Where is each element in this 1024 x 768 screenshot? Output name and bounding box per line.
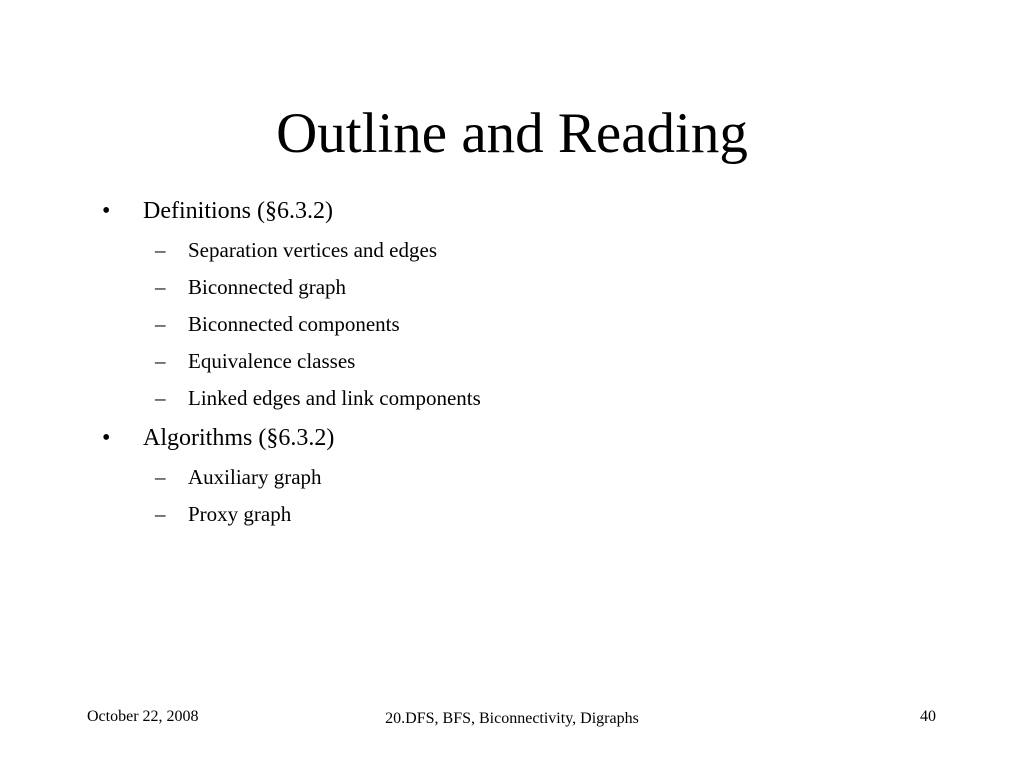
footer-title: 20.DFS, BFS, Biconnectivity, Digraphs	[385, 710, 639, 727]
dash-mark: –	[155, 238, 166, 262]
bullet-definitions	[100, 193, 960, 417]
sub-item	[143, 232, 960, 269]
sub-item	[143, 459, 960, 496]
sub-item	[143, 380, 960, 417]
bullet-algorithms	[100, 420, 960, 533]
bullet-text: Definitions (§6.3.2)	[143, 198, 333, 224]
sub-item-text: Linked edges and link components	[188, 386, 481, 410]
page-number: 40	[920, 708, 936, 725]
dash-mark: –	[155, 312, 166, 336]
dash-mark: –	[155, 465, 166, 489]
dash-mark: –	[155, 349, 166, 373]
sub-item-text: Biconnected components	[188, 312, 400, 336]
sub-list-algorithms	[143, 459, 960, 533]
sub-item-text: Auxiliary graph	[188, 465, 322, 489]
sub-item-text: Equivalence classes	[188, 349, 356, 373]
bullet-text: Algorithms (§6.3.2)	[143, 425, 335, 451]
sub-item	[143, 269, 960, 306]
sub-list-definitions	[143, 232, 960, 417]
dash-mark: –	[155, 502, 166, 526]
sub-item	[143, 496, 960, 533]
dash-mark: –	[155, 275, 166, 299]
footer-date: October 22, 2008	[87, 708, 199, 725]
sub-item-text: Proxy graph	[188, 502, 292, 526]
bullet-mark: •	[102, 198, 111, 224]
bullet-list	[100, 193, 960, 536]
sub-item-text: Separation vertices and edges	[188, 238, 437, 262]
sub-item	[143, 306, 960, 343]
sub-item	[143, 343, 960, 380]
sub-item-text: Biconnected graph	[188, 275, 347, 299]
bullet-mark: •	[102, 425, 111, 451]
slide-title: Outline and Reading	[276, 102, 748, 165]
dash-mark: –	[155, 386, 166, 410]
